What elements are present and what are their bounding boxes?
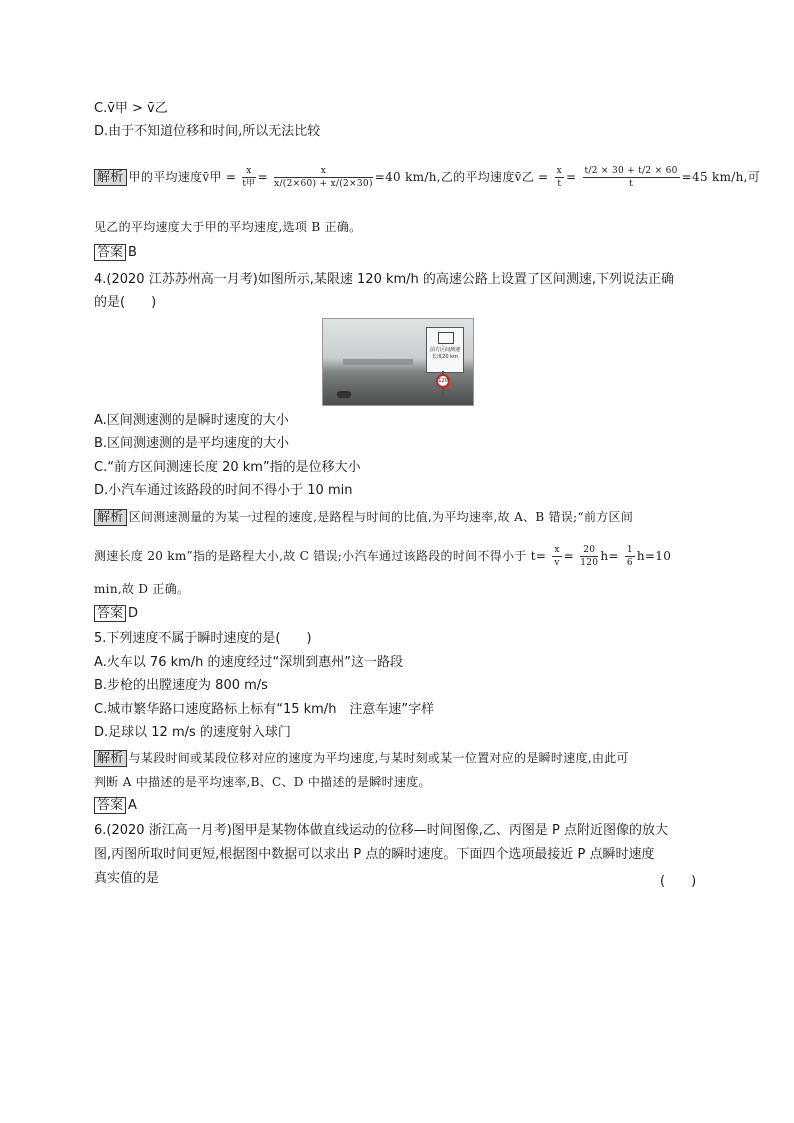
q5-answer: 答案 A: [94, 797, 137, 815]
q5-option-c: C.城市繁华路口速度路标上标有“15 km/h 注意车速”字样: [94, 702, 435, 717]
analysis-label: 解析: [94, 509, 127, 526]
q3-analysis-line2: 见乙的平均速度大于甲的平均速度,选项 B 正确。: [94, 220, 362, 234]
q6-stem-line1: 6.(2020 浙江高一月考)图甲是某物体做直线运动的位移—时间图像,乙、丙图是 P 点附近图像的放大: [94, 823, 669, 838]
camera-icon: [438, 332, 454, 344]
car: [337, 391, 351, 398]
q3-option-c: C.v̄甲 > v̄乙: [94, 101, 168, 116]
q4-option-c: C.“前方区间测速长度 20 km”指的是位移大小: [94, 460, 361, 475]
fraction: $\frac{1}{6}$: [626, 545, 633, 568]
q5-analysis-line1: 解析 与某段时间或某段位移对应的速度为平均速度,与某时刻或某一位置对应的是瞬时速度,由此可: [94, 749, 629, 767]
q5-option-d: D.足球以 12 m/s 的速度射入球门: [94, 725, 291, 740]
fraction: $\frac{t/2 \times 30 + t/2 \times 60}{t}$: [584, 166, 678, 189]
answer-label: 答案: [94, 797, 126, 814]
gantry: [343, 359, 413, 365]
q4-stem-line2: 的是( ): [94, 295, 157, 310]
q4-option-d: D.小汽车通过该路段的时间不得小于 10 min: [94, 483, 353, 498]
q4-analysis-line2: 测速长度 20 km”指的是路程大小,故 C 错误;小汽车通过该路段的时间不得小于 t= $\frac{x}{v}$ = $\frac{20}{120}$ h= $\frac{1}{6}$ h=10: [94, 545, 672, 568]
q3-analysis: 解析 甲的平均速度v̄甲 = $\frac{x}{\text{t甲}}$ = $\frac{x}{x/(2\times 60) + x/(2\times 30)}$ =40 km/h,乙的平均速度v̄乙 = $\frac{x}{t}$ = $\frac{t/2 \times 30 + t/2 \times 60}{t}$ =45 km/h,可: [94, 165, 760, 190]
q4-option-a: A.区间测速测的是瞬时速度的大小: [94, 413, 289, 428]
speed-limit-sign: 120: [436, 374, 450, 388]
answer-label: 答案: [94, 605, 126, 622]
q4-stem-line1: 4.(2020 江苏苏州高一月考)如图所示,某限速 120 km/h 的高速公路上设置了区间测速,下列说法正确: [94, 272, 675, 287]
q6-stem-line3: 真实值的是: [94, 871, 160, 886]
analysis-label: 解析: [94, 750, 127, 767]
q4-option-b: B.区间测速测的是平均速度的大小: [94, 436, 290, 451]
fraction: $\frac{x}{x/(2\times 60) + x/(2\times 30)}$: [274, 166, 373, 189]
fraction: $\frac{x}{t}$: [556, 166, 563, 189]
speed-camera-sign: [426, 327, 464, 373]
q6-stem-line2: 图,丙图所取时间更短,根据图中数据可以求出 P 点的瞬时速度。下面四个选项最接近 P 点瞬时速度: [94, 847, 655, 862]
q5-analysis-line2: 判断 A 中描述的是平均速率,B、C、D 中描述的是瞬时速度。: [94, 775, 431, 789]
highway-photo: [322, 318, 474, 406]
answer-paren: ( ): [660, 874, 697, 889]
analysis-label: 解析: [94, 169, 127, 186]
q5-option-a: A.火车以 76 km/h 的速度经过“深圳到惠州”这一路段: [94, 655, 404, 670]
fraction: $\frac{x}{\text{t甲}}$: [242, 166, 256, 189]
answer-label: 答案: [94, 244, 126, 261]
q5-stem: 5.下列速度不属于瞬时速度的是( ): [94, 631, 312, 646]
q3-option-d: D.由于不知道位移和时间,所以无法比较: [94, 124, 321, 139]
q4-analysis-line1: 解析 区间测速测量的为某一过程的速度,是路程与时间的比值,为平均速率,故 A、B 错误;“前方区间: [94, 508, 633, 526]
fraction: $\frac{x}{v}$: [554, 545, 560, 568]
q5-option-b: B.步枪的出膛速度为 800 m/s: [94, 678, 268, 693]
q4-analysis-line3: min,故 D 正确。: [94, 582, 190, 596]
fraction: $\frac{20}{120}$: [580, 545, 599, 568]
sign-text: 前方区间测速 长度20 km: [429, 347, 460, 360]
q4-answer: 答案 D: [94, 605, 138, 623]
q3-answer: 答案 B: [94, 244, 137, 262]
